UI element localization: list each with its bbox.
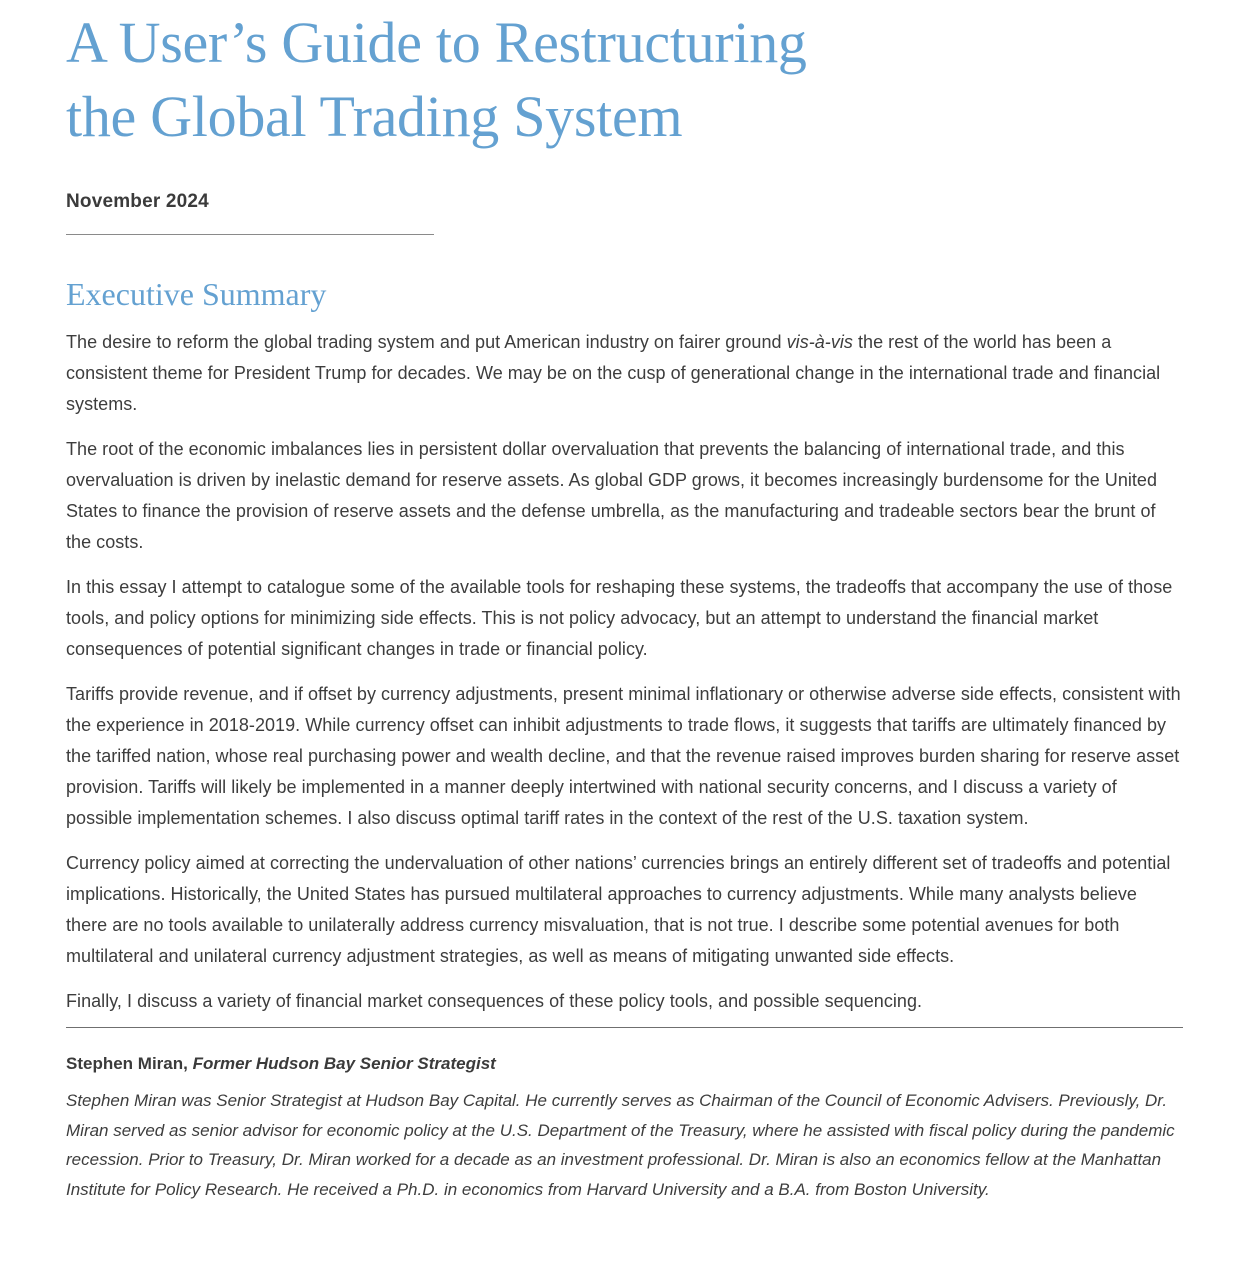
executive-summary-heading: Executive Summary: [66, 276, 327, 312]
footer-divider-rule: [66, 1027, 1183, 1028]
paragraph-text: Currency policy aimed at correcting the undervaluation of other nations’ currencies brings an entirely different set of tradeoffs and potential implications. Historically, the United States has pursued multilateral approaches to currency adjustments. While many analysts believe there are no tools available to unilaterally address currency misvaluation, that is not true. I describe some potential avenues for both multilateral and unilateral currency adjustment strategies, as well as means of mitigating unwanted side effects.: [66, 853, 1171, 966]
document-title-line1: A User’s Guide to Restructuring: [66, 10, 807, 75]
emphasized-text: vis-à-vis: [786, 332, 853, 352]
summary-paragraph: [66, 434, 1183, 558]
summary-paragraph: [66, 848, 1183, 972]
author-name: Stephen Miran,: [66, 1054, 188, 1073]
author-bio: Stephen Miran was Senior Strategist at Hudson Bay Capital. He currently serves as Chairman of the Council of Economic Advisers. Previously, Dr. Miran served as senior advisor for economic policy at the U.S. Department of the Treasury, where he assisted with fiscal policy during the pandemic recession. Prior to Treasury, Dr. Miran worked for a decade as an investment professional. Dr. Miran is also an economics fellow at the Manhattan Institute for Policy Research. He received a Ph.D. in economics from Harvard University and a B.A. from Boston University.: [66, 1091, 1175, 1199]
paragraph-text: Tariffs provide revenue, and if offset by currency adjustments, present minimal inflationary or otherwise adverse side effects, consistent with the experience in 2018-2019. While currency offset can inhibit adjustments to trade flows, it suggests that tariffs are ultimately financed by the tariffed nation, whose real purchasing power and wealth decline, and that the revenue raised improves burden sharing for reserve asset provision. Tariffs will likely be implemented in a manner deeply intertwined with national security concerns, and I discuss a variety of possible implementation schemes. I also discuss optimal tariff rates in the context of the rest of the U.S. taxation system.: [66, 684, 1181, 828]
executive-summary-body: [66, 327, 1183, 1017]
document-title: [66, 6, 1183, 154]
author-line: [66, 1052, 1183, 1076]
date-divider-rule: [66, 234, 434, 235]
summary-paragraph: [66, 572, 1183, 665]
summary-paragraph: [66, 327, 1183, 420]
summary-paragraph: [66, 679, 1183, 834]
paragraph-text: The root of the economic imbalances lies in persistent dollar overvaluation that prevents the balancing of international trade, and this overvaluation is driven by inelastic demand for reserve assets. As global GDP grows, it becomes increasingly burdensome for the United States to finance the provision of reserve assets and the defense umbrella, as the manufacturing and tradeable sectors bear the brunt of the costs.: [66, 439, 1158, 552]
paragraph-text: The desire to reform the global trading system and put American industry on fairer ground: [66, 332, 787, 352]
document-title-line2: the Global Trading System: [66, 84, 683, 149]
author-role: Former Hudson Bay Senior Strategist: [192, 1054, 496, 1073]
paragraph-text: the rest of the world has been a consistent theme for President Trump for decades. We may be on the cusp of generational change in the international trade and financial systems.: [66, 332, 1161, 414]
publication-date: November 2024: [66, 191, 209, 212]
summary-paragraph: [66, 986, 1183, 1017]
paragraph-text: In this essay I attempt to catalogue some of the available tools for reshaping these systems, the tradeoffs that accompany the use of those tools, and policy options for minimizing side effects. This is not policy advocacy, but an attempt to understand the financial market consequences of potential significant changes in trade or financial policy.: [66, 577, 1173, 659]
paragraph-text: Finally, I discuss a variety of financial market consequences of these policy tools, and possible sequencing.: [66, 991, 923, 1011]
